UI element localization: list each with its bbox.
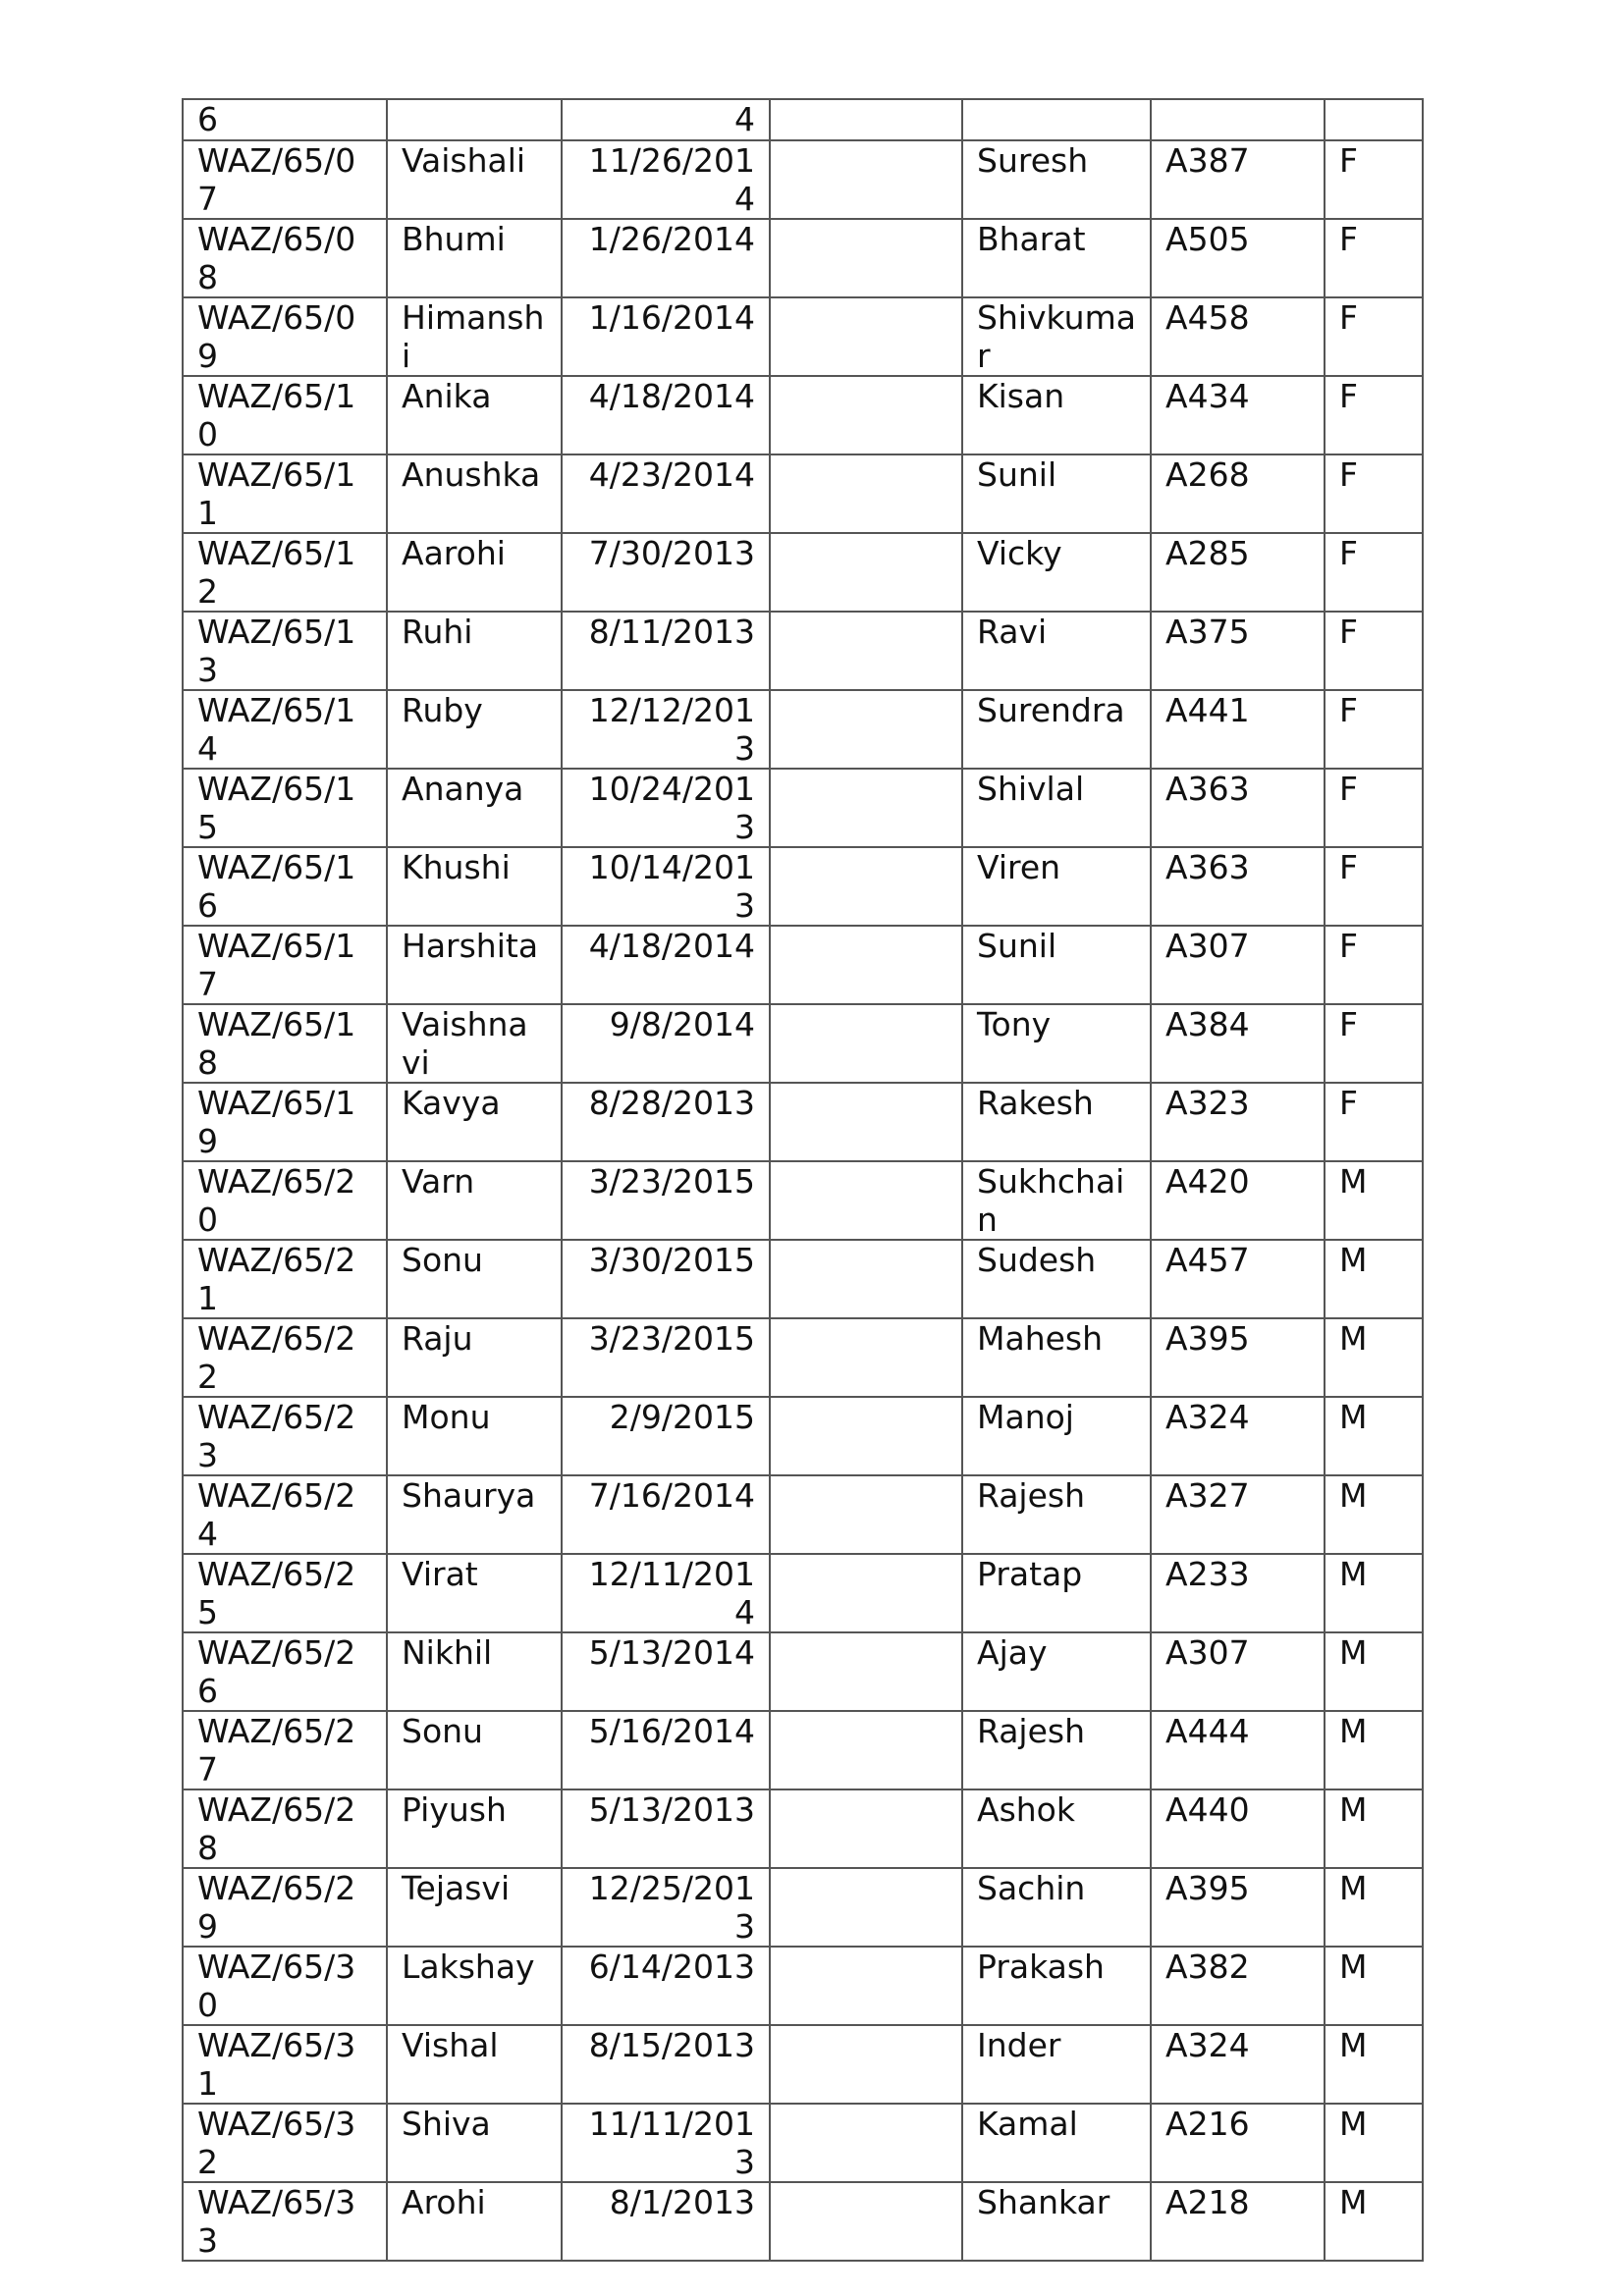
cell-code: A420 <box>1151 1161 1325 1240</box>
cell-name: Vaishali <box>387 140 562 219</box>
cell-dob: 8/28/2013 <box>562 1083 770 1161</box>
cell-code: A218 <box>1151 2182 1325 2261</box>
cell-id: WAZ/65/28 <box>183 1789 387 1868</box>
cell-gender: M <box>1325 1711 1423 1789</box>
cell-gender: M <box>1325 2104 1423 2182</box>
cell-father: Pratap <box>962 1554 1151 1632</box>
table-row <box>183 847 1423 926</box>
table-row <box>183 1240 1423 1318</box>
table-row <box>183 690 1423 769</box>
cell-blank <box>770 1318 962 1397</box>
cell-code: A233 <box>1151 1554 1325 1632</box>
cell-dob: 8/15/2013 <box>562 2025 770 2104</box>
cell-name: Arohi <box>387 2182 562 2261</box>
table-row <box>183 612 1423 690</box>
table-row <box>183 219 1423 297</box>
cell-gender: F <box>1325 926 1423 1004</box>
cell-father: Prakash <box>962 1947 1151 2025</box>
cell-name: Khushi <box>387 847 562 926</box>
cell-blank <box>770 1554 962 1632</box>
cell-dob: 12/12/2013 <box>562 690 770 769</box>
cell-id: WAZ/65/17 <box>183 926 387 1004</box>
cell-blank <box>770 454 962 533</box>
table-row <box>183 1789 1423 1868</box>
cell-blank <box>770 1161 962 1240</box>
cell-father: Shivkumar <box>962 297 1151 376</box>
cell-id: WAZ/65/30 <box>183 1947 387 2025</box>
cell-code: A457 <box>1151 1240 1325 1318</box>
cell-dob: 10/24/2013 <box>562 769 770 847</box>
table-row <box>183 769 1423 847</box>
cell-father: Ashok <box>962 1789 1151 1868</box>
cell-name: Ruhi <box>387 612 562 690</box>
cell-blank <box>770 1868 962 1947</box>
table-row <box>183 1947 1423 2025</box>
cell-father: Shivlal <box>962 769 1151 847</box>
cell-code: A375 <box>1151 612 1325 690</box>
cell-id: WAZ/65/27 <box>183 1711 387 1789</box>
cell-dob: 8/1/2013 <box>562 2182 770 2261</box>
cell-id: WAZ/65/33 <box>183 2182 387 2261</box>
cell-gender: F <box>1325 1083 1423 1161</box>
cell-name: Piyush <box>387 1789 562 1868</box>
cell-id: WAZ/65/18 <box>183 1004 387 1083</box>
cell-gender: M <box>1325 1554 1423 1632</box>
cell-name: Himanshi <box>387 297 562 376</box>
cell-blank <box>770 533 962 612</box>
table-row <box>183 1475 1423 1554</box>
cell-gender: M <box>1325 1789 1423 1868</box>
cell-father: Vicky <box>962 533 1151 612</box>
table-row <box>183 1868 1423 1947</box>
cell-name: Nikhil <box>387 1632 562 1711</box>
cell-blank <box>770 376 962 454</box>
cell-gender: F <box>1325 690 1423 769</box>
cell-dob: 10/14/2013 <box>562 847 770 926</box>
cell-gender: M <box>1325 1632 1423 1711</box>
cell-dob: 4/18/2014 <box>562 926 770 1004</box>
cell-father: Rajesh <box>962 1475 1151 1554</box>
cell-dob: 7/30/2013 <box>562 533 770 612</box>
table-row <box>183 1711 1423 1789</box>
table-row <box>183 454 1423 533</box>
cell-blank <box>770 1789 962 1868</box>
cell-gender: F <box>1325 454 1423 533</box>
cell-blank <box>770 1397 962 1475</box>
cell-code: A505 <box>1151 219 1325 297</box>
cell-code: A285 <box>1151 533 1325 612</box>
cell-name: Aarohi <box>387 533 562 612</box>
table-row <box>183 533 1423 612</box>
table-row <box>183 2104 1423 2182</box>
cell-id: WAZ/65/20 <box>183 1161 387 1240</box>
cell-gender: F <box>1325 376 1423 454</box>
cell-dob: 12/11/2014 <box>562 1554 770 1632</box>
table-body <box>183 99 1423 2261</box>
cell-id: WAZ/65/19 <box>183 1083 387 1161</box>
cell-gender: M <box>1325 2182 1423 2261</box>
cell-code: A434 <box>1151 376 1325 454</box>
cell-dob: 12/25/2013 <box>562 1868 770 1947</box>
cell-blank <box>770 847 962 926</box>
cell-id: WAZ/65/31 <box>183 2025 387 2104</box>
cell-name: Bhumi <box>387 219 562 297</box>
cell-father <box>962 99 1151 140</box>
cell-father: Sunil <box>962 454 1151 533</box>
cell-father: Inder <box>962 2025 1151 2104</box>
cell-gender: F <box>1325 297 1423 376</box>
table-row <box>183 140 1423 219</box>
cell-id: WAZ/65/22 <box>183 1318 387 1397</box>
cell-dob: 9/8/2014 <box>562 1004 770 1083</box>
cell-id: WAZ/65/13 <box>183 612 387 690</box>
cell-gender: F <box>1325 847 1423 926</box>
cell-dob: 3/30/2015 <box>562 1240 770 1318</box>
cell-code: A458 <box>1151 297 1325 376</box>
cell-code: A268 <box>1151 454 1325 533</box>
cell-id: WAZ/65/16 <box>183 847 387 926</box>
cell-dob: 8/11/2013 <box>562 612 770 690</box>
cell-name: Tejasvi <box>387 1868 562 1947</box>
cell-code: A382 <box>1151 1947 1325 2025</box>
cell-id: WAZ/65/29 <box>183 1868 387 1947</box>
cell-gender: M <box>1325 1161 1423 1240</box>
cell-father: Rajesh <box>962 1711 1151 1789</box>
cell-gender: F <box>1325 533 1423 612</box>
cell-dob: 6/14/2013 <box>562 1947 770 2025</box>
cell-dob: 5/13/2014 <box>562 1632 770 1711</box>
cell-blank <box>770 219 962 297</box>
cell-gender: F <box>1325 612 1423 690</box>
cell-gender: M <box>1325 1947 1423 2025</box>
cell-code: A307 <box>1151 1632 1325 1711</box>
cell-name: Anushka <box>387 454 562 533</box>
cell-code: A323 <box>1151 1083 1325 1161</box>
cell-id: WAZ/65/08 <box>183 219 387 297</box>
cell-blank <box>770 297 962 376</box>
cell-name: Vishal <box>387 2025 562 2104</box>
cell-code: A444 <box>1151 1711 1325 1789</box>
cell-father: Ravi <box>962 612 1151 690</box>
cell-dob: 2/9/2015 <box>562 1397 770 1475</box>
cell-code: A395 <box>1151 1868 1325 1947</box>
table-row <box>183 2182 1423 2261</box>
cell-blank <box>770 1475 962 1554</box>
cell-father: Shankar <box>962 2182 1151 2261</box>
cell-name: Monu <box>387 1397 562 1475</box>
cell-id: WAZ/65/10 <box>183 376 387 454</box>
cell-dob: 4/18/2014 <box>562 376 770 454</box>
cell-father: Sachin <box>962 1868 1151 1947</box>
cell-father: Manoj <box>962 1397 1151 1475</box>
cell-code: A440 <box>1151 1789 1325 1868</box>
cell-id: WAZ/65/26 <box>183 1632 387 1711</box>
cell-id: WAZ/65/24 <box>183 1475 387 1554</box>
cell-name <box>387 99 562 140</box>
table-row <box>183 99 1423 140</box>
cell-code: A324 <box>1151 2025 1325 2104</box>
cell-id: WAZ/65/25 <box>183 1554 387 1632</box>
cell-name: Anika <box>387 376 562 454</box>
student-table <box>182 98 1424 2262</box>
cell-blank <box>770 1947 962 2025</box>
cell-blank <box>770 1632 962 1711</box>
cell-name: Ruby <box>387 690 562 769</box>
table-row <box>183 1554 1423 1632</box>
cell-code: A384 <box>1151 1004 1325 1083</box>
cell-name: Harshita <box>387 926 562 1004</box>
cell-father: Surendra <box>962 690 1151 769</box>
cell-blank <box>770 99 962 140</box>
cell-dob: 3/23/2015 <box>562 1161 770 1240</box>
cell-blank <box>770 1240 962 1318</box>
cell-dob: 11/11/2013 <box>562 2104 770 2182</box>
table-row <box>183 1632 1423 1711</box>
table-row <box>183 2025 1423 2104</box>
cell-dob: 4 <box>562 99 770 140</box>
cell-blank <box>770 2182 962 2261</box>
cell-name: Sonu <box>387 1711 562 1789</box>
cell-father: Kisan <box>962 376 1151 454</box>
cell-name: Virat <box>387 1554 562 1632</box>
cell-id: WAZ/65/21 <box>183 1240 387 1318</box>
cell-id: WAZ/65/23 <box>183 1397 387 1475</box>
cell-gender: M <box>1325 1318 1423 1397</box>
cell-father: Sunil <box>962 926 1151 1004</box>
cell-name: Kavya <box>387 1083 562 1161</box>
cell-id: WAZ/65/32 <box>183 2104 387 2182</box>
cell-father: Sukhchain <box>962 1161 1151 1240</box>
cell-id: WAZ/65/14 <box>183 690 387 769</box>
cell-name: Ananya <box>387 769 562 847</box>
cell-name: Sonu <box>387 1240 562 1318</box>
cell-father: Ajay <box>962 1632 1151 1711</box>
cell-id: WAZ/65/07 <box>183 140 387 219</box>
cell-name: Vaishnavi <box>387 1004 562 1083</box>
table-row <box>183 1318 1423 1397</box>
cell-father: Bharat <box>962 219 1151 297</box>
cell-gender: M <box>1325 2025 1423 2104</box>
table-row <box>183 376 1423 454</box>
cell-code: A441 <box>1151 690 1325 769</box>
cell-code: A395 <box>1151 1318 1325 1397</box>
cell-name: Varn <box>387 1161 562 1240</box>
cell-code: A324 <box>1151 1397 1325 1475</box>
cell-gender: M <box>1325 1868 1423 1947</box>
cell-code: A216 <box>1151 2104 1325 2182</box>
cell-dob: 4/23/2014 <box>562 454 770 533</box>
cell-code: A363 <box>1151 769 1325 847</box>
cell-father: Kamal <box>962 2104 1151 2182</box>
cell-id: WAZ/65/09 <box>183 297 387 376</box>
cell-blank <box>770 926 962 1004</box>
cell-name: Lakshay <box>387 1947 562 2025</box>
table-row <box>183 1083 1423 1161</box>
cell-id: WAZ/65/12 <box>183 533 387 612</box>
table-row <box>183 1397 1423 1475</box>
table-row <box>183 1004 1423 1083</box>
cell-blank <box>770 612 962 690</box>
cell-gender: M <box>1325 1240 1423 1318</box>
cell-gender <box>1325 99 1423 140</box>
cell-code: A387 <box>1151 140 1325 219</box>
cell-id: 6 <box>183 99 387 140</box>
cell-gender: F <box>1325 219 1423 297</box>
cell-father: Mahesh <box>962 1318 1151 1397</box>
cell-father: Sudesh <box>962 1240 1151 1318</box>
cell-gender: M <box>1325 1475 1423 1554</box>
cell-gender: F <box>1325 769 1423 847</box>
cell-blank <box>770 690 962 769</box>
table-row <box>183 1161 1423 1240</box>
table-row <box>183 926 1423 1004</box>
cell-dob: 1/16/2014 <box>562 297 770 376</box>
cell-name: Shiva <box>387 2104 562 2182</box>
cell-blank <box>770 1004 962 1083</box>
cell-gender: F <box>1325 140 1423 219</box>
table-row <box>183 297 1423 376</box>
cell-code <box>1151 99 1325 140</box>
cell-father: Suresh <box>962 140 1151 219</box>
cell-father: Rakesh <box>962 1083 1151 1161</box>
cell-dob: 11/26/2014 <box>562 140 770 219</box>
cell-name: Raju <box>387 1318 562 1397</box>
cell-dob: 3/23/2015 <box>562 1318 770 1397</box>
cell-blank <box>770 140 962 219</box>
cell-father: Tony <box>962 1004 1151 1083</box>
cell-id: WAZ/65/11 <box>183 454 387 533</box>
cell-blank <box>770 2025 962 2104</box>
cell-code: A363 <box>1151 847 1325 926</box>
cell-dob: 1/26/2014 <box>562 219 770 297</box>
cell-blank <box>770 2104 962 2182</box>
cell-blank <box>770 769 962 847</box>
cell-code: A307 <box>1151 926 1325 1004</box>
cell-father: Viren <box>962 847 1151 926</box>
cell-blank <box>770 1083 962 1161</box>
cell-dob: 5/16/2014 <box>562 1711 770 1789</box>
cell-blank <box>770 1711 962 1789</box>
cell-dob: 7/16/2014 <box>562 1475 770 1554</box>
cell-gender: M <box>1325 1397 1423 1475</box>
cell-dob: 5/13/2013 <box>562 1789 770 1868</box>
cell-name: Shaurya <box>387 1475 562 1554</box>
cell-id: WAZ/65/15 <box>183 769 387 847</box>
cell-code: A327 <box>1151 1475 1325 1554</box>
cell-gender: F <box>1325 1004 1423 1083</box>
